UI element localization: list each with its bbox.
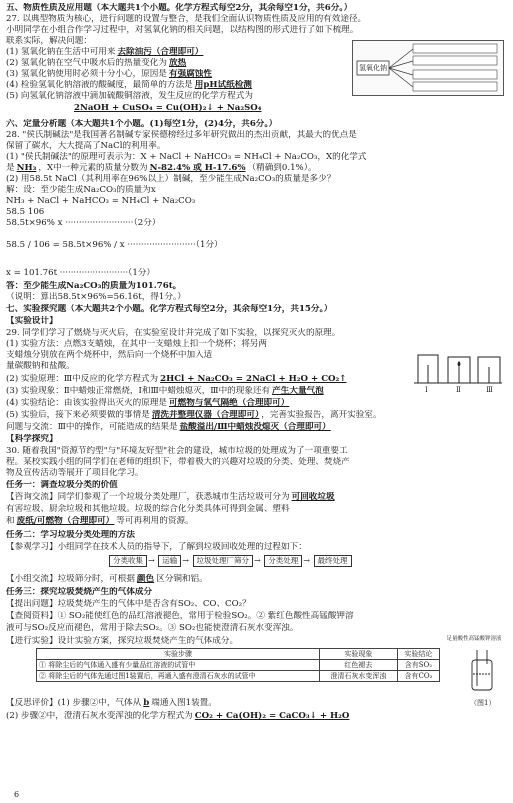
- answer-text: 去除油污（合理即可）: [117, 47, 204, 57]
- flow-step-5: 最终处理: [314, 555, 352, 567]
- line-text: 和: [6, 516, 15, 526]
- line-text: (2) 实验原理：Ⅲ中反应的化学方程式为: [6, 374, 159, 384]
- line-text: 【咨询交流】同学们参观了一个垃圾分类处理厂，获悉城市生活垃圾可分为: [6, 492, 290, 502]
- table-cell: 含有CO₂: [397, 671, 439, 682]
- line-text: 【进行实验】设计实验方案，探究垃圾焚烧产生的气体成分。: [6, 636, 239, 646]
- beaker-label-2: Ⅱ: [456, 386, 461, 394]
- text-line: [72, 103, 507, 114]
- answer-text: 废纸/可燃物（合理即可）: [16, 516, 115, 526]
- answer-text: 用pH试纸检测: [194, 80, 252, 90]
- experiment-table: [36, 648, 440, 682]
- line-text: 29. 同学们学习了燃烧与灭火后，在实验室设计并完成了如下实验，以探究灭火的原理。: [6, 328, 341, 338]
- line-text: (5) 向氢氧化钠溶液中滴加硫酸铜溶液，发生反应的化学方程式为: [6, 91, 253, 101]
- line-text: (3) 实验现象：Ⅱ中蜡烛正常燃烧，Ⅰ和Ⅲ中蜡烛熄灭，Ⅲ中的现象还有: [6, 386, 271, 396]
- text-line: [6, 398, 507, 409]
- line-text: 小明同学在小组合作学习过程中，对氢氧化钠的相关问题，以结构图的形式进行了如下梳理。: [6, 25, 359, 35]
- text-line: [6, 304, 507, 315]
- line-text: 58.5 106: [6, 207, 45, 217]
- answer-text: 可燃物与氧气隔绝（合理即可）: [169, 398, 290, 408]
- line-text: (4) 实验结论：由该实验得出灭火的原理是: [6, 398, 167, 408]
- text-line: [6, 152, 507, 163]
- text-line: [6, 530, 507, 541]
- text-line: [6, 130, 507, 141]
- table-cell: 含有SO₂: [397, 660, 439, 671]
- line-text: 【反思评价】(1) 步骤②中，气体从: [6, 698, 142, 708]
- text-line: [6, 574, 507, 585]
- line-text: 五、物质性质及应用题（本大题共1个小题。化学方程式每空2分，其余每空1分，共6分。）: [6, 3, 353, 13]
- line-text: 七、实验探究题（本大题共2个小题。化学方程式每空2分，其余每空1分，共15分。）: [6, 304, 333, 314]
- line-text: 任务一：调查垃圾分类的价值: [6, 480, 118, 490]
- line-text: 端通入图1装置。: [151, 698, 217, 708]
- text-line: [6, 504, 507, 515]
- line-text: 【查阅资料】① SO₂能使红色的品红溶液褪色，常用于检验SO₂。② 紫红色酸性高锰酸钾溶: [6, 611, 354, 621]
- line-text: 问题与交流：Ⅲ中的操作，可能造成的结果是: [6, 422, 178, 432]
- line-text: (1) 氢氧化钠在生活中可用来: [6, 47, 116, 57]
- line-text: ，X中一种元素的质量分数为: [38, 163, 148, 173]
- line-text: 【参观学习】小组同学在技术人员的指导下，了解到垃圾回收处理的过程如下：: [6, 542, 307, 552]
- line-text: NH₃ + NaCl + NaHCO₃ = NH₄Cl + Na₂CO₃: [6, 196, 196, 206]
- beaker-label-1: Ⅰ: [425, 386, 428, 394]
- text-line: [6, 196, 507, 207]
- flow-step-1: 分类收集: [109, 555, 147, 567]
- flow-step-4: 分类处理: [264, 555, 302, 567]
- text-line: [6, 185, 507, 196]
- text-line: [6, 207, 507, 218]
- text-line: [6, 492, 507, 503]
- figure-1-label: （图1）: [470, 699, 496, 707]
- line-text: 联系实际，解决问题：: [6, 36, 92, 46]
- text-line: [6, 240, 507, 251]
- text-line: [6, 14, 507, 25]
- line-text: (2) 用58.5t NaCl（其利用率在96%以上）制碱，至少能生成Na₂CO₃的质量是多少？: [6, 174, 336, 184]
- line-text: (1) "侯氏制碱法"的原理可表示为：X + NaCl + NaHCO₃ = NH₄Cl + Na₂CO₃，X的化学式: [6, 152, 367, 162]
- flow-step-3: 垃圾处理厂筛分: [193, 555, 254, 567]
- line-text: 有害垃圾、厨余垃圾和其他垃圾。垃圾的综合化分类具体可得到金属、塑料: [6, 504, 290, 514]
- line-text: (1) 实验方法：点燃3支蜡烛，在其中一支蜡烛上扣一个烧杯；将另两: [6, 339, 267, 349]
- line-text: x = 101.76t ·························（1分）: [6, 268, 156, 278]
- text-line: [6, 446, 507, 457]
- line-text: （说明：算出58.5t×96%=56.16t，得1分。）: [6, 292, 186, 302]
- text-line: [6, 410, 507, 421]
- text-line: [6, 163, 507, 174]
- table-cell: ② 将除尘后的气体先通过图1装置后，再通入盛有澄清石灰水的试管中: [37, 671, 320, 682]
- gas-washing-bottle-figure: [462, 648, 502, 696]
- answer-text: NH₃: [16, 163, 37, 173]
- text-line: [6, 422, 507, 433]
- answer-text: 2NaOH + CuSO₄ = Cu(OH)₂↓ + Na₂SO₄: [74, 103, 262, 113]
- answer-text: CO₂ + Ca(OH)₂ = CaCO₃↓ + H₂O: [194, 711, 350, 721]
- answer-text: 2HCl + Na₂CO₃ = 2NaCl + H₂O + CO₂↑: [160, 374, 347, 384]
- line-text: 任务三：探究垃圾焚烧产生的气体成分: [6, 587, 153, 597]
- text-line: [6, 711, 507, 722]
- answer-text: 清洗并整理仪器（合理即可）: [151, 410, 260, 420]
- line-text: 保留了碳水，大大提高了NaCl的利用率。: [6, 141, 166, 151]
- answer-text: 颜色: [136, 574, 155, 584]
- line-text: （精确到0.1%）。: [247, 163, 317, 173]
- answer-text: b: [143, 698, 150, 708]
- answer-text: N-82.4% 或 H-17.6%: [149, 163, 246, 173]
- line-text: 【实验设计】: [6, 316, 58, 326]
- line-text: 区分铜和铝。: [156, 574, 208, 584]
- line-text: 任务二：学习垃圾分类处理的方法: [6, 530, 135, 540]
- text-line: [6, 3, 507, 14]
- line-text: 【小组交流】垃圾筛分时，可根据: [6, 574, 135, 584]
- flow-step-2: 运输: [158, 555, 181, 567]
- line-text: 等可再利用的资源。: [116, 516, 194, 526]
- table-header: 实验结论: [397, 649, 439, 660]
- line-text: 【提出问题】垃圾焚烧产生的气体中是否含有SO₂、CO、CO₂？: [6, 599, 251, 609]
- text-line: [6, 268, 507, 279]
- line-text: (2) 氢氧化钠在空气中吸水后的热量变化为: [6, 58, 167, 68]
- answer-text: 有强腐蚀性: [169, 69, 212, 79]
- text-line: [6, 542, 507, 553]
- recycling-flowchart: 分类收集 → 运输 → 垃圾处理厂筛分 → 分类处理 → 最终处理: [108, 555, 353, 567]
- line-text: 支蜡烛分别放在两个烧杯中，然后向一个烧杯中加入适: [6, 350, 213, 360]
- text-line: [6, 587, 507, 598]
- answer-text: 产生大量气泡: [272, 386, 324, 396]
- line-text: 是: [6, 163, 15, 173]
- text-line: [6, 141, 507, 152]
- line-text: 量碳酸钠和盐酸。: [6, 361, 75, 371]
- line-text: 答：至少能生成Na₂CO₃的质量为101.76t。: [6, 281, 182, 291]
- text-line: [6, 623, 507, 634]
- table-header: 实验步骤: [37, 649, 320, 660]
- figure-1-top-label: 足量酸性高锰酸钾溶液: [446, 636, 502, 642]
- text-line: [6, 119, 507, 130]
- page-number: 6: [14, 790, 20, 799]
- answer-text: 可回收垃圾: [291, 492, 335, 502]
- line-text: 27. 以典型物质为核心，进行问题的设置与整合，是我们全面认识物质性质及应用的有效途径。: [6, 14, 367, 24]
- text-line: [6, 218, 507, 229]
- text-line: [6, 611, 507, 622]
- line-text: 58.5 / 106 = 58.5t×96% / x ·························（1分）: [6, 240, 223, 250]
- line-text: 58.5t×96% x ·························（2分）: [6, 218, 161, 228]
- text-line: [6, 468, 507, 479]
- line-text: 28. "侯氏制碱法"是我国著名制碱专家侯德榜经过多年研究做出的杰出贡献，其最大的优点是: [6, 130, 357, 140]
- table-header: 实验现象: [320, 649, 398, 660]
- mindmap-figure: [352, 40, 504, 96]
- text-line: [6, 316, 507, 327]
- line-text: 解：设：至少能生成Na₂CO₃的质量为x: [6, 185, 156, 195]
- line-text: 【科学探究】: [6, 434, 58, 444]
- text-line: [6, 516, 507, 527]
- line-text: 物及宣传活动等展开了项目化学习。: [6, 468, 144, 478]
- line-text: ，完善实验报告，离开实验室。: [261, 410, 382, 420]
- beaker-label-3: Ⅲ: [486, 386, 493, 394]
- line-text: 30. 随着我国"资源节约型"与"环境友好型"社会的建设，城市垃圾的处理成为了一项重要工: [6, 446, 348, 456]
- table-cell: 澄清石灰水变浑浊: [320, 671, 398, 682]
- text-line: [6, 434, 507, 445]
- text-line: [6, 25, 507, 36]
- line-text: (3) 氢氧化钠使用时必须十分小心，原因是: [6, 69, 167, 79]
- text-line: [6, 636, 507, 647]
- text-line: [6, 174, 507, 185]
- line-text: 程。某校实践小组的同学们在老师的组织下，带着极大的兴趣对垃圾的分类、处理、焚烧产: [6, 457, 350, 467]
- line-text: 六、定量分析题（本大题共1个小题。(1)每空1分，(2)4分，共6分。）: [6, 119, 278, 129]
- text-line: [6, 698, 507, 709]
- mindmap-title: 氢氧化钠: [359, 64, 387, 72]
- line-text: (4) 检验氢氧化钠溶液的酸碱度，最简单的方法是: [6, 80, 193, 90]
- text-line: [6, 281, 507, 292]
- answer-text: 放热: [169, 58, 187, 68]
- line-text: (5) 实验后，接下来必须要做的事情是: [6, 410, 150, 420]
- table-cell: ① 将除尘后的气体通入盛有少量品红溶液的试管中: [37, 660, 320, 671]
- line-text: (2) 步骤②中，澄清石灰水变浑浊的化学方程式为: [6, 711, 193, 721]
- text-line: [6, 292, 507, 303]
- answer-text: 盐酸溢出/Ⅲ中蜡烛没熄灭（合理即可）: [179, 422, 331, 432]
- text-line: [6, 480, 507, 491]
- table-cell: 红色褪去: [320, 660, 398, 671]
- text-line: [6, 599, 507, 610]
- line-text: 液可与SO₂反应而褪色，常用于除去SO₂。③ SO₂也能使澄清石灰水变浑浊。: [6, 623, 299, 633]
- text-line: [6, 457, 507, 468]
